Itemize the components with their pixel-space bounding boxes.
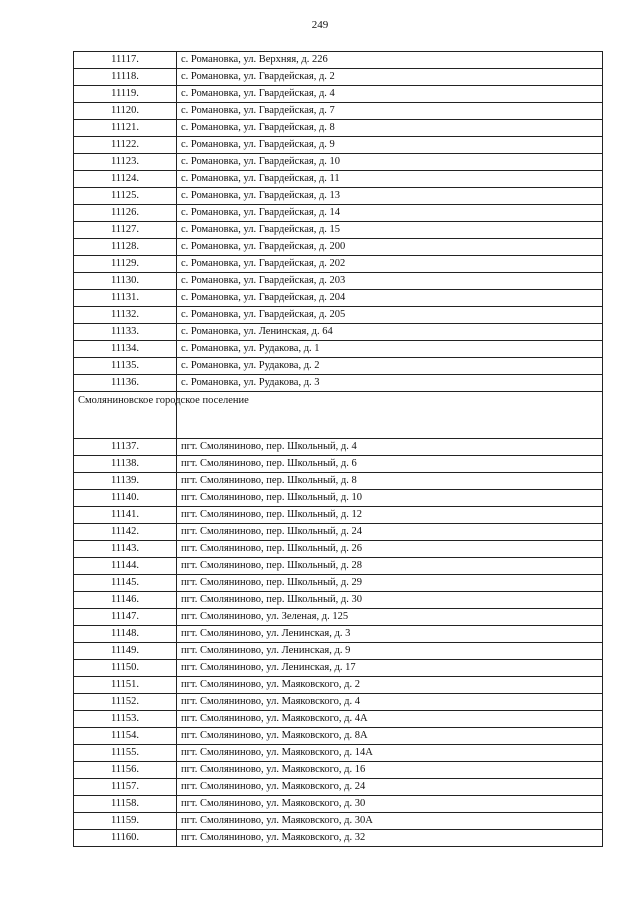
address-table — [73, 51, 603, 847]
table-row — [74, 52, 603, 69]
row-number: 11157. — [74, 779, 177, 796]
row-number: 11121. — [74, 120, 177, 137]
row-number: 11144. — [74, 558, 177, 575]
row-number: 11130. — [74, 273, 177, 290]
row-number: 11140. — [74, 490, 177, 507]
row-address: с. Романовка, ул. Гвардейская, д. 205 — [177, 307, 603, 324]
section-label: Смоляниновское городское поселение — [74, 392, 177, 439]
table-row — [74, 592, 603, 609]
row-address: с. Романовка, ул. Гвардейская, д. 10 — [177, 154, 603, 171]
table-row — [74, 796, 603, 813]
row-number: 11154. — [74, 728, 177, 745]
row-number: 11117. — [74, 52, 177, 69]
row-number: 11134. — [74, 341, 177, 358]
table-row — [74, 490, 603, 507]
row-address: пгт. Смоляниново, пер. Школьный, д. 8 — [177, 473, 603, 490]
row-number: 11125. — [74, 188, 177, 205]
row-number: 11135. — [74, 358, 177, 375]
table-row — [74, 711, 603, 728]
table-body-before — [74, 52, 603, 392]
row-address: пгт. Смоляниново, ул. Маяковского, д. 4 — [177, 694, 603, 711]
table-row — [74, 745, 603, 762]
row-address: пгт. Смоляниново, ул. Маяковского, д. 24 — [177, 779, 603, 796]
row-address: с. Романовка, ул. Ленинская, д. 64 — [177, 324, 603, 341]
table-row — [74, 307, 603, 324]
row-address: пгт. Смоляниново, пер. Школьный, д. 6 — [177, 456, 603, 473]
table-row — [74, 813, 603, 830]
table-row — [74, 256, 603, 273]
table-row — [74, 171, 603, 188]
table-row — [74, 541, 603, 558]
row-number: 11147. — [74, 609, 177, 626]
row-number: 11149. — [74, 643, 177, 660]
row-address: с. Романовка, ул. Гвардейская, д. 14 — [177, 205, 603, 222]
table-row — [74, 779, 603, 796]
table-row — [74, 273, 603, 290]
row-number: 11153. — [74, 711, 177, 728]
row-address: пгт. Смоляниново, ул. Маяковского, д. 14А — [177, 745, 603, 762]
table-row — [74, 694, 603, 711]
row-address: пгт. Смоляниново, пер. Школьный, д. 4 — [177, 439, 603, 456]
table-row — [74, 290, 603, 307]
page-number: 249 — [311, 19, 329, 31]
table-row — [74, 456, 603, 473]
row-number: 11137. — [74, 439, 177, 456]
table-row — [74, 341, 603, 358]
table-row — [74, 439, 603, 456]
table-row — [74, 677, 603, 694]
section-row — [74, 392, 603, 439]
table-row — [74, 205, 603, 222]
row-number: 11122. — [74, 137, 177, 154]
row-number: 11145. — [74, 575, 177, 592]
table-row — [74, 728, 603, 745]
row-address: пгт. Смоляниново, пер. Школьный, д. 12 — [177, 507, 603, 524]
row-address: пгт. Смоляниново, пер. Школьный, д. 26 — [177, 541, 603, 558]
table-section — [74, 392, 603, 439]
table-row — [74, 103, 603, 120]
table-row — [74, 137, 603, 154]
row-address: с. Романовка, ул. Гвардейская, д. 9 — [177, 137, 603, 154]
row-address: пгт. Смоляниново, ул. Маяковского, д. 4А — [177, 711, 603, 728]
row-number: 11118. — [74, 69, 177, 86]
row-number: 11128. — [74, 239, 177, 256]
row-address: пгт. Смоляниново, ул. Маяковского, д. 30 — [177, 796, 603, 813]
row-address: с. Романовка, ул. Верхняя, д. 226 — [177, 52, 603, 69]
row-address: с. Романовка, ул. Рудакова, д. 1 — [177, 341, 603, 358]
table-row — [74, 558, 603, 575]
table-row — [74, 375, 603, 392]
row-number: 11132. — [74, 307, 177, 324]
row-number: 11133. — [74, 324, 177, 341]
row-address: с. Романовка, ул. Гвардейская, д. 200 — [177, 239, 603, 256]
row-address: с. Романовка, ул. Рудакова, д. 3 — [177, 375, 603, 392]
row-number: 11126. — [74, 205, 177, 222]
row-number: 11151. — [74, 677, 177, 694]
row-address: пгт. Смоляниново, пер. Школьный, д. 28 — [177, 558, 603, 575]
table-row — [74, 154, 603, 171]
row-number: 11148. — [74, 626, 177, 643]
row-number: 11124. — [74, 171, 177, 188]
row-address: с. Романовка, ул. Гвардейская, д. 202 — [177, 256, 603, 273]
row-number: 11120. — [74, 103, 177, 120]
row-address: с. Романовка, ул. Гвардейская, д. 7 — [177, 103, 603, 120]
row-address: пгт. Смоляниново, ул. Маяковского, д. 2 — [177, 677, 603, 694]
row-number: 11159. — [74, 813, 177, 830]
row-address: пгт. Смоляниново, пер. Школьный, д. 10 — [177, 490, 603, 507]
row-number: 11158. — [74, 796, 177, 813]
row-address: пгт. Смоляниново, ул. Маяковского, д. 16 — [177, 762, 603, 779]
row-number: 11127. — [74, 222, 177, 239]
row-address: пгт. Смоляниново, пер. Школьный, д. 29 — [177, 575, 603, 592]
row-number: 11142. — [74, 524, 177, 541]
table-body-after — [74, 439, 603, 847]
row-address: с. Романовка, ул. Гвардейская, д. 15 — [177, 222, 603, 239]
row-address: с. Романовка, ул. Гвардейская, д. 8 — [177, 120, 603, 137]
row-address: пгт. Смоляниново, ул. Зеленая, д. 125 — [177, 609, 603, 626]
row-address: пгт. Смоляниново, ул. Маяковского, д. 32 — [177, 830, 603, 847]
table-row — [74, 69, 603, 86]
row-number: 11138. — [74, 456, 177, 473]
table-row — [74, 507, 603, 524]
row-number: 11160. — [74, 830, 177, 847]
row-number: 11143. — [74, 541, 177, 558]
row-address: с. Романовка, ул. Гвардейская, д. 4 — [177, 86, 603, 103]
row-address: с. Романовка, ул. Рудакова, д. 2 — [177, 358, 603, 375]
table-row — [74, 358, 603, 375]
row-address: пгт. Смоляниново, ул. Ленинская, д. 9 — [177, 643, 603, 660]
row-number: 11136. — [74, 375, 177, 392]
table-row — [74, 609, 603, 626]
row-address: пгт. Смоляниново, ул. Ленинская, д. 3 — [177, 626, 603, 643]
table-row — [74, 660, 603, 677]
table-row — [74, 524, 603, 541]
row-number: 11150. — [74, 660, 177, 677]
row-number: 11152. — [74, 694, 177, 711]
row-number: 11123. — [74, 154, 177, 171]
table-row — [74, 575, 603, 592]
row-number: 11129. — [74, 256, 177, 273]
row-address: с. Романовка, ул. Гвардейская, д. 203 — [177, 273, 603, 290]
row-address: пгт. Смоляниново, пер. Школьный, д. 30 — [177, 592, 603, 609]
row-number: 11146. — [74, 592, 177, 609]
row-address: пгт. Смоляниново, ул. Маяковского, д. 8А — [177, 728, 603, 745]
row-address: с. Романовка, ул. Гвардейская, д. 11 — [177, 171, 603, 188]
row-number: 11141. — [74, 507, 177, 524]
row-address: пгт. Смоляниново, ул. Маяковского, д. 30А — [177, 813, 603, 830]
table-row — [74, 188, 603, 205]
row-number: 11156. — [74, 762, 177, 779]
table-row — [74, 473, 603, 490]
table-row — [74, 830, 603, 847]
row-address: с. Романовка, ул. Гвардейская, д. 204 — [177, 290, 603, 307]
table-row — [74, 626, 603, 643]
table-row — [74, 643, 603, 660]
row-number: 11155. — [74, 745, 177, 762]
row-number: 11139. — [74, 473, 177, 490]
table-row — [74, 86, 603, 103]
row-address: пгт. Смоляниново, пер. Школьный, д. 24 — [177, 524, 603, 541]
table-row — [74, 120, 603, 137]
row-address: пгт. Смоляниново, ул. Ленинская, д. 17 — [177, 660, 603, 677]
row-number: 11131. — [74, 290, 177, 307]
table-row — [74, 239, 603, 256]
row-number: 11119. — [74, 86, 177, 103]
table-row — [74, 762, 603, 779]
row-address: с. Романовка, ул. Гвардейская, д. 13 — [177, 188, 603, 205]
table-row — [74, 222, 603, 239]
row-address: с. Романовка, ул. Гвардейская, д. 2 — [177, 69, 603, 86]
table-row — [74, 324, 603, 341]
